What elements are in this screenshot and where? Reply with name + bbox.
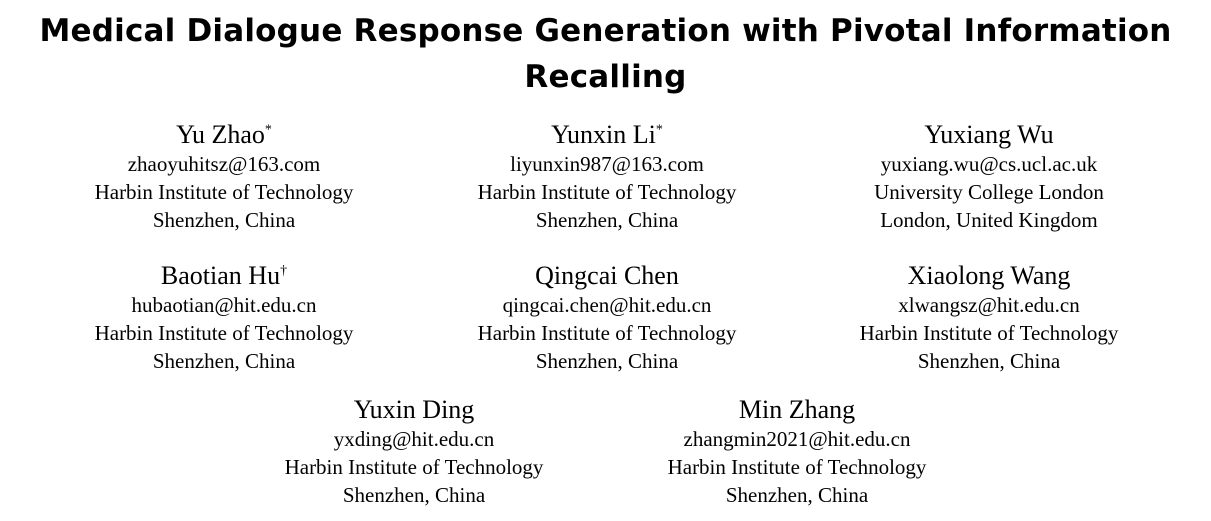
author-email[interactable]: zhangmin2021@hit.edu.cn [683,427,911,451]
author-location: Shenzhen, China [725,483,869,507]
author-affiliation: Harbin Institute of Technology [477,180,737,204]
author-email[interactable]: zhaoyuhitsz@163.com [127,152,321,176]
paper-title-line-2: Recalling [524,59,687,95]
author-name [799,261,1179,291]
author-name-text: Xiaolong Wang [907,261,1071,290]
corresponding-author-mark: † [280,263,288,279]
author-location: Shenzhen, China [152,208,296,232]
author-name-text: Yuxin Ding [353,395,475,424]
author-email[interactable]: hubaotian@hit.edu.cn [131,293,317,317]
author-affiliation: University College London [874,180,1104,204]
author-name [224,395,604,425]
author-location: Shenzhen, China [535,349,679,373]
author-email[interactable]: qingcai.chen@hit.edu.cn [502,293,712,317]
author-location: Shenzhen, China [342,483,486,507]
author-email[interactable]: xlwangsz@hit.edu.cn [898,293,1080,317]
author-block-min-zhang [607,395,987,509]
author-location: Shenzhen, China [535,208,679,232]
author-email[interactable]: yxding@hit.edu.cn [333,427,495,451]
author-block-qingcai-chen [417,261,797,375]
author-affiliation: Harbin Institute of Technology [284,455,544,479]
author-name [417,120,797,150]
author-name [417,261,797,291]
author-affiliation: Harbin Institute of Technology [94,180,354,204]
author-block-xiaolong-wang [799,261,1179,375]
equal-contribution-mark: * [655,122,663,138]
paper-title [0,8,1211,100]
author-affiliation: Harbin Institute of Technology [477,321,737,345]
paper-title-line-1: Medical Dialogue Response Generation with Pivotal Information [39,13,1172,49]
author-location: London, United Kingdom [880,208,1098,232]
author-name-text: Yunxin Li [551,120,656,149]
equal-contribution-mark: * [264,122,272,138]
author-email[interactable]: liyunxin987@163.com [510,152,704,176]
author-location: Shenzhen, China [917,349,1061,373]
author-name-text: Yu Zhao [176,120,265,149]
author-block-yuxiang-wu [799,120,1179,234]
author-block-yuxin-ding [224,395,604,509]
author-name-text: Min Zhang [738,395,856,424]
author-email[interactable]: yuxiang.wu@cs.ucl.ac.uk [880,152,1098,176]
author-name [607,395,987,425]
author-block-baotian-hu [34,261,414,375]
author-block-yu-zhao [34,120,414,234]
author-affiliation: Harbin Institute of Technology [94,321,354,345]
author-name [34,120,414,150]
author-name-text: Baotian Hu [160,261,281,290]
author-name-text: Yuxiang Wu [924,120,1054,149]
author-location: Shenzhen, China [152,349,296,373]
author-name [799,120,1179,150]
author-block-yunxin-li [417,120,797,234]
author-name [34,261,414,291]
author-name-text: Qingcai Chen [535,261,679,290]
author-affiliation: Harbin Institute of Technology [667,455,927,479]
author-affiliation: Harbin Institute of Technology [859,321,1119,345]
